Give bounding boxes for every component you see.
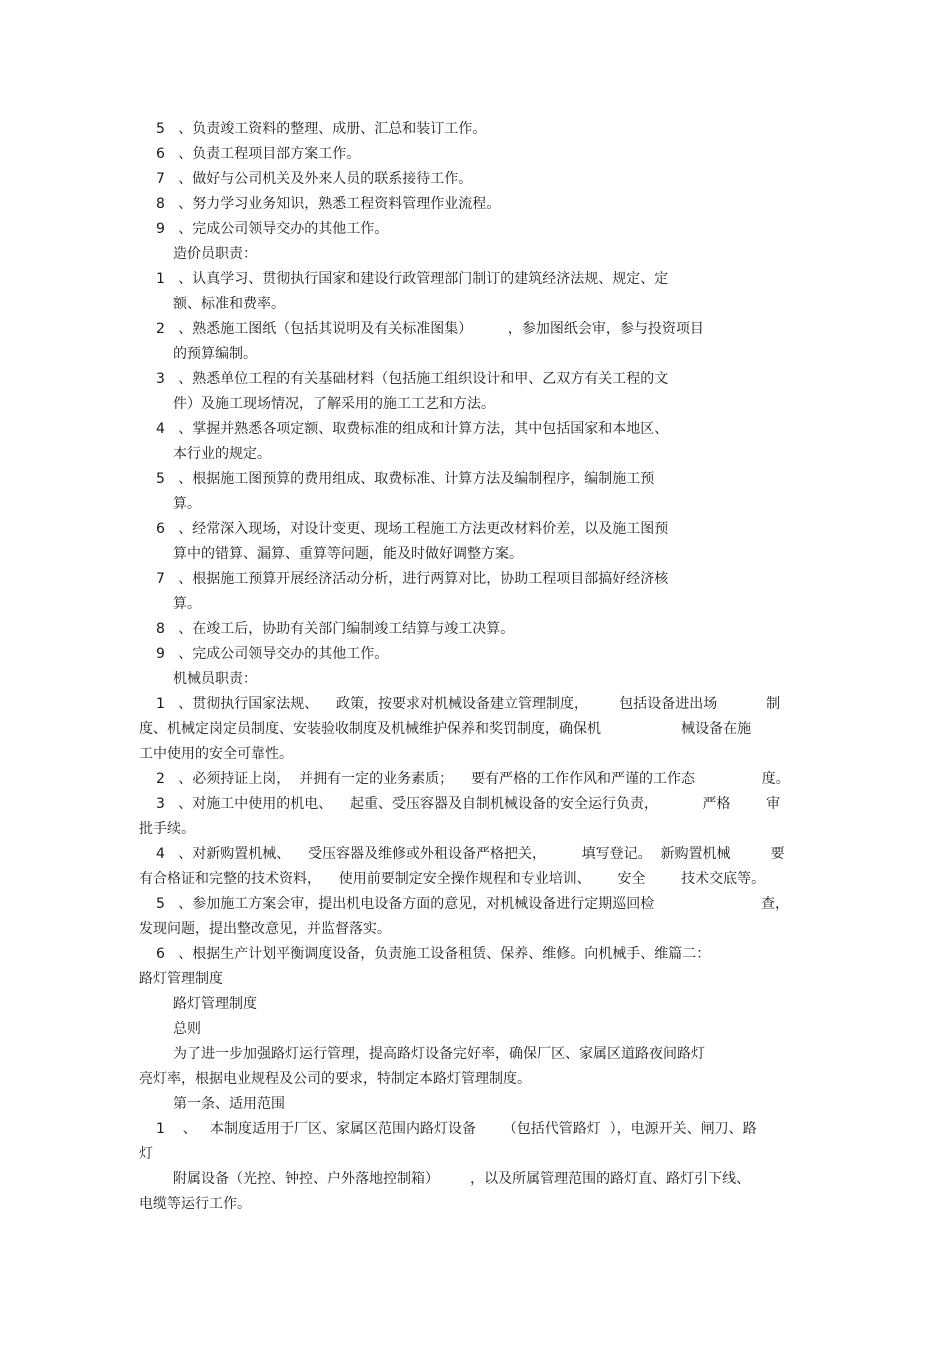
text-line: 7 、根据施工预算开展经济活动分析，进行两算对比，协助工程项目部搞好经济核 [156,571,669,587]
text-line: 额、标准和费率。 [173,296,285,312]
text-line: 3 、对施工中使用的机电、 起重、受压容器及自制机械设备的安全运行负责， 严格 审 [156,796,781,812]
text-line: 4 、掌握并熟悉各项定额、取费标准的组成和计算方法，其中包括国家和本地区、 [156,421,669,437]
section-heading: 造价员职责： [173,246,257,262]
text-line: 8 、努力学习业务知识，熟悉工程资料管理作业流程。 [156,196,501,212]
text-line: 本行业的规定。 [173,446,271,462]
text-line: 5 、参加施工方案会审，提出机电设备方面的意见，对机械设备进行定期巡回检 查， [156,896,790,912]
text-line: 2 、必须持证上岗， 并拥有一定的业务素质； 要有严格的工作作风和严谨的工作态 度。 [156,771,790,787]
text-line: 6 、根据生产计划平衡调度设备，负责施工设备租赁、保养、维修。向机械手、维篇二： [156,946,711,962]
text-line: 亮灯率，根据电业规程及公司的要求，特制定本路灯管理制度。 [139,1071,531,1087]
text-line: 度、机械定岗定员制度、安装验收制度及机械维护保养和奖罚制度，确保机 械设备在施 [139,721,752,737]
text-line: 4 、对新购置机械、 受压容器及维修或外租设备严格把关， 填写登记。 新购置机械 要 [156,846,785,862]
text-line: 1 、贯彻执行国家法规、 政策，按要求对机械设备建立管理制度， 包括设备进出场 制 [156,696,781,712]
text-line: 5 、负责竣工资料的整理、成册、汇总和装订工作。 [156,121,487,137]
text-line: 的预算编制。 [173,346,257,362]
text-line: 8 、在竣工后，协助有关部门编制竣工结算与竣工决算。 [156,621,515,637]
text-line: 算。 [173,496,201,512]
text-line: 电缆等运行工作。 [139,1196,251,1212]
text-line: 批手续。 [139,821,195,837]
text-line: 件）及施工现场情况，了解采用的施工工艺和方法。 [173,396,495,412]
text-line: 5 、根据施工图预算的费用组成、取费标准、计算方法及编制程序，编制施工预 [156,471,655,487]
text-line: 6 、负责工程项目部方案工作。 [156,146,361,162]
section-heading: 路灯管理制度 [173,996,257,1012]
text-line: 2 、熟悉施工图纸（包括其说明及有关标准图集） ，参加图纸会审，参与投资项目 [156,321,704,337]
section-heading: 总则 [173,1021,201,1037]
text-line: 7 、做好与公司机关及外来人员的联系接待工作。 [156,171,473,187]
text-line: 发现问题，提出整改意见，并监督落实。 [139,921,391,937]
text-line: 算中的错算、漏算、重算等问题，能及时做好调整方案。 [173,546,523,562]
text-line: 算。 [173,596,201,612]
text-line: 9 、完成公司领导交办的其他工作。 [156,221,389,237]
section-heading: 第一条、适用范围 [173,1096,285,1112]
text-line: 1 、认真学习、贯彻执行国家和建设行政管理部门制订的建筑经济法规、规定、定 [156,271,669,287]
text-line: 工中使用的安全可靠性。 [139,746,293,762]
text-line: 6 、经常深入现场，对设计变更、现场工程施工方法更改材料价差，以及施工图预 [156,521,669,537]
text-line: 灯 [139,1146,153,1162]
text-line: 3 、熟悉单位工程的有关基础材料（包括施工组织设计和甲、乙双方有关工程的文 [156,371,669,387]
text-line: 为了进一步加强路灯运行管理，提高路灯设备完好率，确保厂区、家属区道路夜间路灯 [173,1046,705,1062]
text-line: 附属设备（光控、钟控、户外落地控制箱） ，以及所属管理范围的路灯直、路灯引下线、 [173,1171,751,1187]
text-line: 路灯管理制度 [139,971,223,987]
text-line: 9 、完成公司领导交办的其他工作。 [156,646,389,662]
text-line: 1 、 本制度适用于厂区、家属区范围内路灯设备 （包括代管路灯 ），电源开关、闸刀、路 [156,1121,757,1137]
section-heading: 机械员职责： [173,671,257,687]
text-line: 有合格证和完整的技术资料， 使用前要制定安全操作规程和专业培训、 安全 技术交底等。 [139,871,766,887]
